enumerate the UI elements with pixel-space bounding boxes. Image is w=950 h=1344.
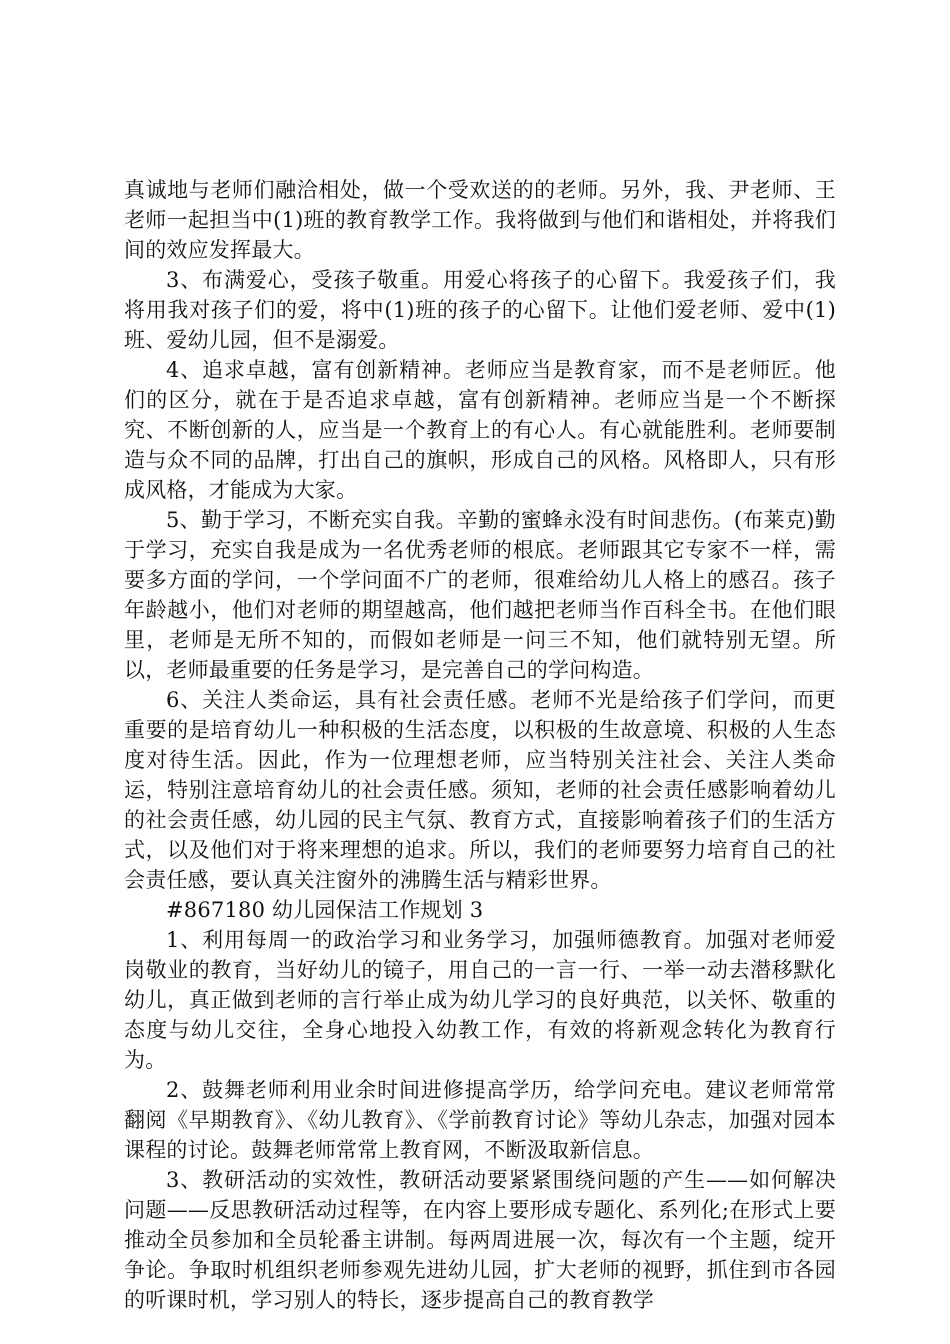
section-heading: #867180 幼儿园保洁工作规划 3	[166, 898, 484, 922]
paragraph-item-6: 6、关注人类命运，具有社会责任感。老师不光是给孩子们学问，而更重要的是培育幼儿一种积极的生活态度，以积极的生故意境、积极的人生态度对待生活。因此，作为一位理想老师，应当特别关注社会、关注人类命运，特别注意培育幼儿的社会责任感。须知，老师的社会责任感影响着幼儿的社会责任感，幼儿园的民主气氛、教育方式，直接影响着孩子们的生活方式，以及他们对于将来理想的追求。所以，我们的老师要努力培育自己的社会责任感，要认真关注窗外的沸腾生活与精彩世界。	[124, 688, 836, 892]
paragraph-plan-item-3: 3、教研活动的实效性，教研活动要紧紧围绕问题的产生——如何解决问题——反思教研活动过程等，在内容上要形成专题化、系列化;在形式上要推动全员参加和全员轮番主讲制。每两周进展一次，每次有一个主题，绽开争论。争取时机组织老师参观先进幼儿园，扩大老师的视野，抓住到市各园的听课时机，学习别人的特长，逐步提高自己的教育教学	[124, 1168, 836, 1312]
paragraph-item-4: 4、追求卓越，富有创新精神。老师应当是教育家，而不是老师匠。他们的区分，就在于是否追求卓越，富有创新精神。老师应当是一个不断探究、不断创新的人，应当是一个教育上的有心人。有心就能胜利。老师要制造与众不同的品牌，打出自己的旗帜，形成自己的风格。风格即人，只有形成风格，才能成为大家。	[124, 358, 836, 502]
paragraph-item-3: 3、布满爱心，受孩子敬重。用爱心将孩子的心留下。我爱孩子们，我将用我对孩子们的爱，将中(1)班的孩子的心留下。让他们爱老师、爱中(1)班、爱幼儿园，但不是溺爱。	[124, 268, 836, 352]
paragraph-continuation: 真诚地与老师们融洽相处，做一个受欢送的的老师。另外，我、尹老师、王老师一起担当中(1)班的教育教学工作。我将做到与他们和谐相处，并将我们间的效应发挥最大。	[124, 178, 836, 262]
document-body	[124, 175, 836, 1315]
paragraph-plan-item-2: 2、鼓舞老师利用业余时间进修提高学历，给学问充电。建议老师常常翻阅《早期教育》、《幼儿教育》、《学前教育讨论》等幼儿杂志，加强对园本课程的讨论。鼓舞老师常常上教育网，不断汲取新信息。	[124, 1078, 836, 1162]
paragraph-plan-item-1: 1、利用每周一的政治学习和业务学习，加强师德教育。加强对老师爱岗敬业的教育，当好幼儿的镜子，用自己的一言一行、一举一动去潜移默化幼儿，真正做到老师的言行举止成为幼儿学习的良好典范，以关怀、敬重的态度与幼儿交往，全身心地投入幼教工作，有效的将新观念转化为教育行为。	[124, 928, 836, 1072]
paragraph-item-5: 5、勤于学习，不断充实自我。辛勤的蜜蜂永没有时间悲伤。(布莱克)勤于学习，充实自我是成为一名优秀老师的根底。老师跟其它专家不一样，需要多方面的学问，一个学问面不广的老师，很难给幼儿人格上的感召。孩子年龄越小，他们对老师的期望越高，他们越把老师当作百科全书。在他们眼里，老师是无所不知的，而假如老师是一问三不知，他们就特别无望。所以，老师最重要的任务是学习，是完善自己的学问构造。	[124, 508, 836, 682]
